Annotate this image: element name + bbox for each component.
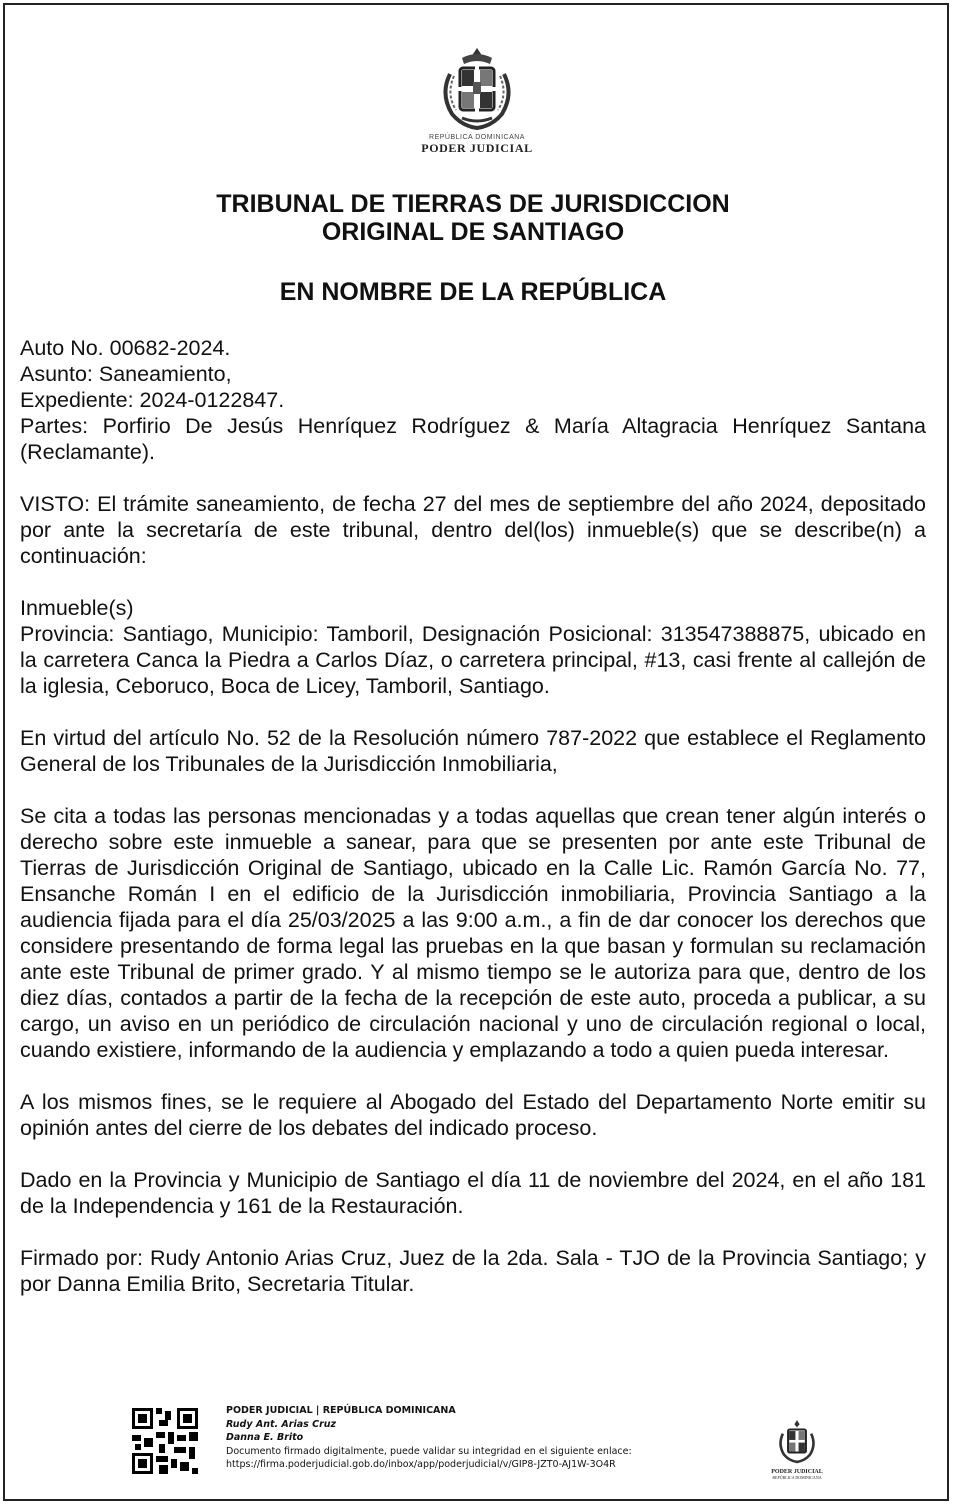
inmueble-description: Provincia: Santiago, Municipio: Tamboril, Designación Posicional: 313547388875, ubicado en la carretera Canca la Piedra a Carlos Díaz, o carretera principal, #13, casi frente al callejón de la iglesia, Ceboruco, Boca de Licey, Tamboril, Santiago. <box>20 622 926 698</box>
partes: Partes: Porfirio De Jesús Henríquez Rodríguez & María Altagracia Henríquez Santana (Reclamante). <box>20 414 926 464</box>
virtud-paragraph: En virtud del artículo No. 52 de la Resolución número 787-2022 que establece el Reglamento General de los Tribunales de la Jurisdicción Inmobiliaria, <box>20 726 926 776</box>
seal-caption: PODER JUDICIAL <box>771 1469 823 1475</box>
validation-note: Documento firmado digitalmente, puede validar su integridad en el siguiente enlace: <box>226 1445 632 1457</box>
logo-institution: PODER JUDICIAL <box>421 141 533 155</box>
seal-icon <box>773 1418 821 1464</box>
validation-url[interactable]: https://firma.poderjudicial.gob.do/inbox/app/poderjudicial/v/GIP8-JZT0-AJ1W-3O4R <box>226 1459 616 1471</box>
republic-heading: EN NOMBRE DE LA REPÚBLICA <box>279 278 667 306</box>
digital-signature-info <box>226 1404 746 1472</box>
signer-secretary: Danna E. Brito <box>226 1432 304 1444</box>
inmueble-label: Inmueble(s) <box>20 596 134 620</box>
qr-code-icon[interactable] <box>132 1408 198 1474</box>
asunto: Asunto: Saneamiento, <box>20 362 232 386</box>
court-title-line2: ORIGINAL DE SANTIAGO <box>321 218 625 246</box>
signer-judge: Rudy Ant. Arias Cruz <box>226 1418 337 1430</box>
signature-footer <box>130 1400 830 1490</box>
document-body <box>20 335 926 1323</box>
coat-of-arms-icon <box>432 44 522 132</box>
seal-subcaption: REPÚBLICA DOMINICANA <box>772 1475 822 1480</box>
case-block <box>20 335 926 465</box>
signature-heading: PODER JUDICIAL | REPÚBLICA DOMINICANA <box>226 1405 456 1416</box>
auto-number: Auto No. 00682-2024. <box>20 336 231 360</box>
inmueble-block <box>20 595 926 699</box>
header-logo <box>410 44 544 156</box>
logo-country: REPÚBLICA DOMINICANA <box>429 134 525 141</box>
visto-paragraph: VISTO: El trámite saneamiento, de fecha 27 del mes de septiembre del año 2024, depositado por ante la secretaría de este tribunal, dentro del(los) inmueble(s) que se describe(n) a continuación: <box>20 492 926 568</box>
court-title <box>20 190 926 246</box>
footer-seal <box>766 1418 828 1480</box>
fines-paragraph: A los mismos fines, se le requiere al Abogado del Estado del Departamento Norte emitir su opinión antes del cierre de los debates del indicado proceso. <box>20 1090 926 1140</box>
expediente: Expediente: 2024-0122847. <box>20 388 285 412</box>
court-title-line1: TRIBUNAL DE TIERRAS DE JURISDICCION <box>216 190 730 218</box>
firmado-paragraph: Firmado por: Rudy Antonio Arias Cruz, Juez de la 2da. Sala - TJO de la Provincia Santiago; y por Danna Emilia Brito, Secretaria Titular. <box>20 1246 926 1296</box>
cita-paragraph: Se cita a todas las personas mencionadas y a todas aquellas que crean tener algún interés o derecho sobre este inmueble a sanear, para que se presenten por ante este Tribunal de Tierras de Jurisdicción Original de Santiago, ubicado en la Calle Lic. Ramón García No. 77, Ensanche Román I en el edificio de la Jurisdicción inmobiliaria, Provincia Santiago a la audiencia fijada para el día 25/03/2025 a las 9:00 a.m., a fin de dar conocer los derechos que considere presentando de forma legal las pruebas en la que basan y formulan su reclamación ante este Tribunal de primer grado. Y al mismo tiempo se le autoriza para que, dentro de los diez días, contados a partir de la fecha de la recepción de este auto, proceda a publicar, a su cargo, un aviso en un periódico de circulación nacional y uno de circulación regional o local, cuando existiere, informando de la audiencia y emplazando a todo a quien pueda interesar. <box>20 804 926 1062</box>
dado-paragraph: Dado en la Provincia y Municipio de Santiago el día 11 de noviembre del 2024, en el año 181 de la Independencia y 161 de la Restauración. <box>20 1168 926 1218</box>
